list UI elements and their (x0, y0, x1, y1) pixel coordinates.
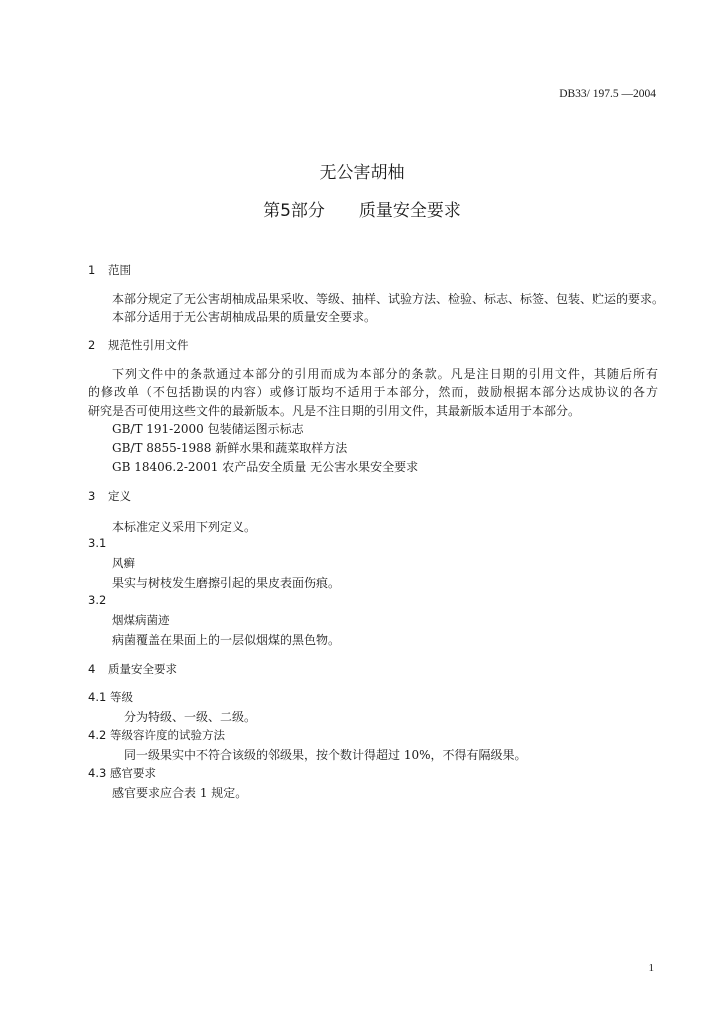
paragraph-line: 的修改单（不包括勘误的内容）或修订版均不适用于本部分，然而，鼓励根据本部分达成协议的各方 (88, 385, 658, 399)
section-title: 质量安全要求 (108, 662, 177, 676)
section-title: 范围 (108, 263, 131, 277)
definition-term: 风癣 (112, 556, 135, 570)
definition-text: 果实与树枝发生磨擦引起的果皮表面伤痕。 (112, 576, 341, 590)
definition-number: 3.1 (88, 536, 107, 550)
section-number: 2 (88, 338, 96, 352)
section-title: 规范性引用文件 (108, 338, 189, 352)
section-3-heading (88, 488, 131, 504)
document-title: 无公害胡柚 (319, 163, 405, 183)
reference-item: GB/T 191-2000 包装储运图示标志 (112, 422, 304, 436)
section-number: 4 (88, 662, 96, 676)
paragraph: 本部分适用于无公害胡柚成品果的质量安全要求。 (112, 310, 377, 324)
section-4-heading (88, 661, 177, 677)
subtitle-text: 质量安全要求 (358, 201, 461, 221)
definition-number: 3.2 (88, 593, 107, 607)
section-2-heading (88, 337, 189, 353)
subsection-heading: 4.2 等级容许度的试验方法 (88, 728, 225, 742)
paragraph: 分为特级、一级、二级。 (124, 710, 257, 724)
section-number: 3 (88, 489, 96, 503)
section-number: 1 (88, 263, 96, 277)
paragraph: 感官要求应合表 1 规定。 (112, 786, 248, 800)
document-subtitle (0, 196, 724, 221)
reference-item: GB/T 8855-1988 新鲜水果和蔬菜取样方法 (112, 441, 348, 455)
paragraph: 本标准定义采用下列定义。 (112, 520, 257, 534)
subsection-heading: 4.3 感官要求 (88, 766, 156, 780)
paragraph-line: 下列文件中的条款通过本部分的引用而成为本部分的条款。凡是注日期的引用文件，其随后所有 (112, 367, 658, 381)
part-label: 第5部分 (263, 201, 325, 221)
definition-term: 烟煤病菌迹 (112, 613, 170, 627)
standard-number: DB33/ 197.5 —2004 (559, 88, 656, 100)
subsection-heading: 4.1 等级 (88, 690, 133, 704)
definition-text: 病菌覆盖在果面上的一层似烟煤的黑色物。 (112, 633, 341, 647)
paragraph-line: 研究是否可使用这些文件的最新版本。凡是不注日期的引用文件，其最新版本适用于本部分。 (88, 404, 581, 418)
section-1-heading (88, 262, 131, 278)
paragraph: 本部分规定了无公害胡柚成品果采收、等级、抽样、试验方法、检验、标志、标签、包装、贮运的要求。 (112, 292, 665, 306)
paragraph: 同一级果实中不符合该级的邻级果，按个数计得超过 10%，不得有隔级果。 (124, 748, 527, 762)
reference-item: GB 18406.2-2001 农产品安全质量 无公害水果安全要求 (112, 460, 419, 474)
page-number: 1 (648, 962, 654, 974)
section-title: 定义 (108, 489, 131, 503)
